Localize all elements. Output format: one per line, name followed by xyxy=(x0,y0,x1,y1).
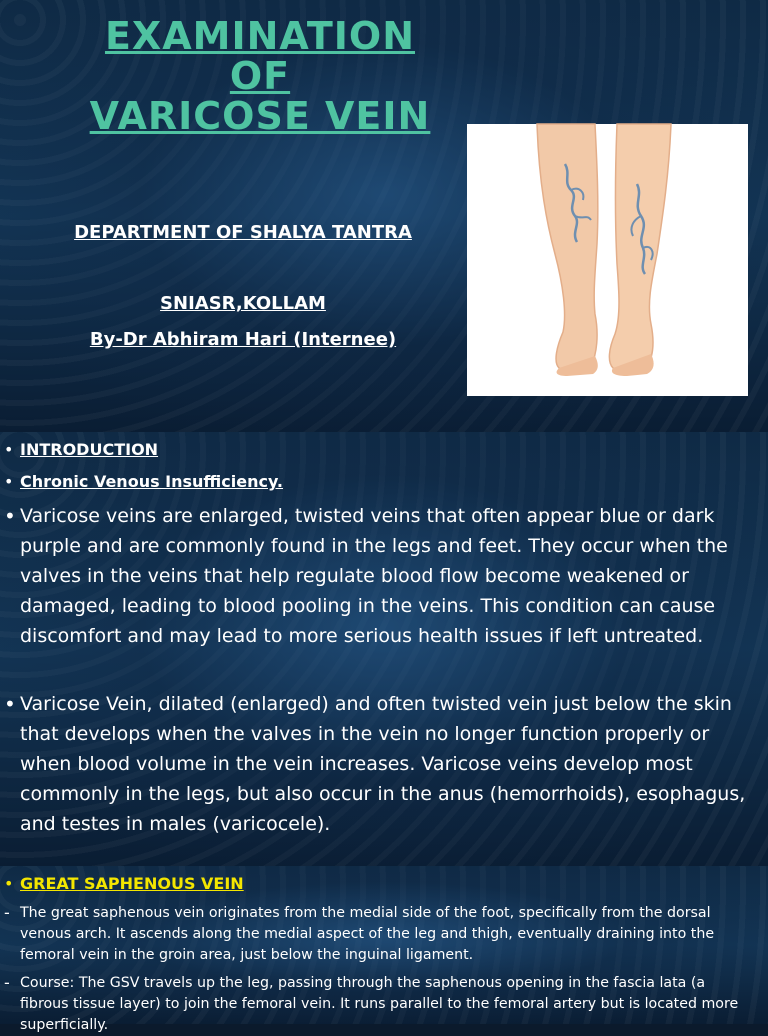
list-item xyxy=(4,973,740,1036)
cvi-heading: Chronic Venous Insufficiency. xyxy=(20,472,284,491)
bullet-icon: • xyxy=(4,874,14,893)
list-item xyxy=(4,472,283,491)
intro-paragraph-2: Varicose Vein, dilated (enlarged) and often twisted vein just below the skin that develops when the valves in the vein no longer function properly or when blood volume in the vein increases. Varicose veins develop most commonly in the legs, but also occur in the anus (hemorrhoids), esophagus, and testes in males (varicocele). xyxy=(20,693,746,835)
list-item xyxy=(4,440,158,459)
list-item xyxy=(4,689,756,839)
slide-title xyxy=(70,16,450,136)
title-slide xyxy=(0,0,768,432)
list-item xyxy=(4,903,740,966)
list-item xyxy=(4,874,244,893)
dash-icon: - xyxy=(4,903,10,922)
department-label: DEPARTMENT OF SHALYA TANTRA xyxy=(74,222,412,243)
introduction-slide xyxy=(0,432,768,866)
varicose-legs-illustration xyxy=(467,124,748,396)
great-saphenous-vein-slide xyxy=(0,866,768,1033)
gsv-course-text: Course: The GSV travels up the leg, passing through the saphenous opening in the fascia lata (a fibrous tissue layer) to join the femoral vein. It runs parallel to the femoral artery but is located more superficially. xyxy=(20,975,739,1033)
gsv-origin-text: The great saphenous vein originates from the medial side of the foot, specifically from the dorsal venous arch. It ascends along the medial aspect of the leg and thigh, eventually draining into the femoral vein in the groin area, just below the inguinal ligament. xyxy=(20,905,715,963)
introduction-heading: INTRODUCTION xyxy=(20,440,159,459)
bullet-icon: • xyxy=(4,440,14,459)
title-line-1: EXAMINATION OF xyxy=(104,14,416,98)
bullet-icon: • xyxy=(4,504,16,528)
bullet-icon: • xyxy=(4,692,16,716)
dash-icon: - xyxy=(4,973,10,992)
gsv-heading: GREAT SAPHENOUS VEIN xyxy=(20,874,244,893)
intro-paragraph-1: Varicose veins are enlarged, twisted veins that often appear blue or dark purple and are commonly found in the legs and feet. They occur when the valves in the veins that help regulate blood flow become weakened or damaged, leading to blood pooling in the veins. This condition can cause discomfort and may lead to more serious health issues if left untreated. xyxy=(20,505,728,647)
list-item xyxy=(4,501,756,651)
author-label: By-Dr Abhiram Hari (Internee) xyxy=(89,329,397,350)
institute-label: SNIASR,KOLLAM xyxy=(160,293,326,314)
legs-icon xyxy=(467,124,748,396)
title-line-2: VARICOSE VEIN xyxy=(89,94,431,138)
bullet-icon: • xyxy=(4,472,14,491)
